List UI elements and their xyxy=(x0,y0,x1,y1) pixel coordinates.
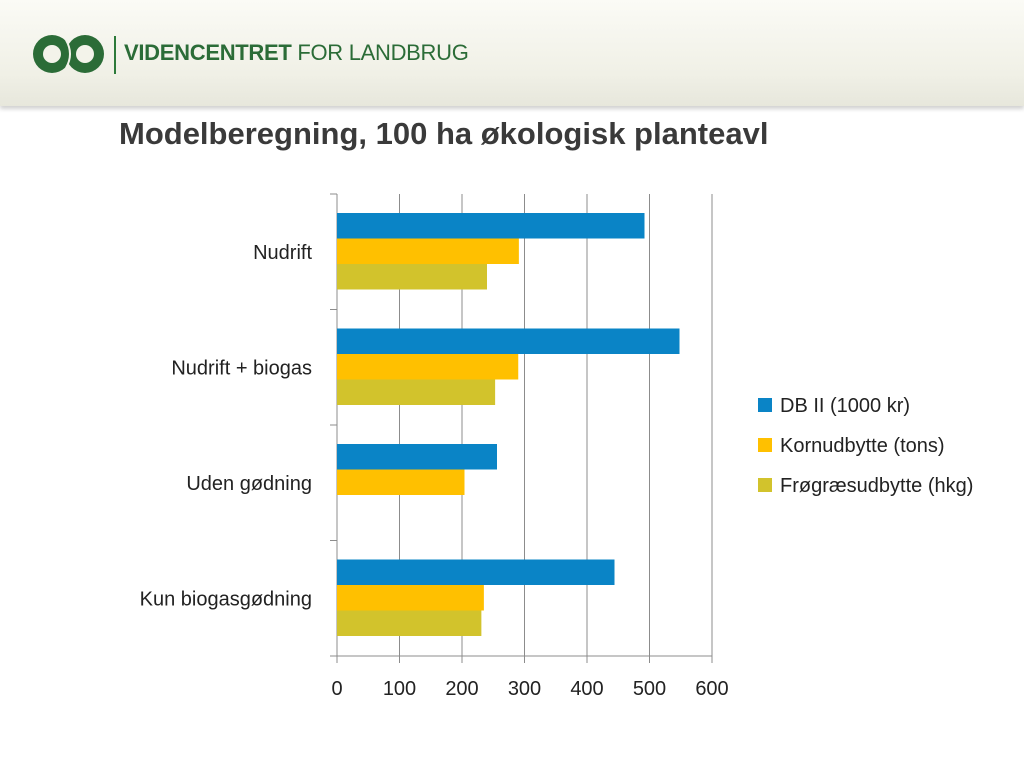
legend-label: Kornudbytte (tons) xyxy=(780,435,945,457)
bar xyxy=(337,264,487,290)
bar xyxy=(337,470,465,496)
category-label: Nudrift xyxy=(253,241,312,264)
legend-label: Frøgræsudbytte (hkg) xyxy=(780,475,974,497)
x-tick-label: 300 xyxy=(507,678,542,700)
bar xyxy=(337,444,497,470)
bar xyxy=(337,213,645,239)
slide-title: Modelberegning, 100 ha økologisk planteavl xyxy=(119,116,769,151)
category-label: Nudrift + biogas xyxy=(171,357,312,380)
logo-text-bold: VIDENCENTRET xyxy=(124,40,292,65)
logo-text-normal: FOR LANDBRUG xyxy=(297,40,469,65)
category-label: Uden gødning xyxy=(186,472,312,495)
legend-swatch xyxy=(758,478,772,492)
x-tick-label: 0 xyxy=(331,678,343,700)
legend-label: DB II (1000 kr) xyxy=(780,395,911,417)
bar xyxy=(337,560,615,586)
category-label: Kun biogasgødning xyxy=(139,588,312,611)
x-tick-label: 100 xyxy=(382,678,417,700)
bar xyxy=(337,585,484,611)
bar xyxy=(337,611,481,637)
bar xyxy=(337,354,518,380)
x-tick-label: 400 xyxy=(570,678,604,700)
bar xyxy=(337,239,519,265)
x-tick-label: 600 xyxy=(695,678,729,700)
legend-swatch xyxy=(758,398,772,412)
x-tick-label: 500 xyxy=(632,678,667,700)
legend-swatch xyxy=(758,438,772,452)
x-tick-label: 200 xyxy=(445,678,479,700)
bar xyxy=(337,329,680,355)
bar xyxy=(337,380,495,406)
